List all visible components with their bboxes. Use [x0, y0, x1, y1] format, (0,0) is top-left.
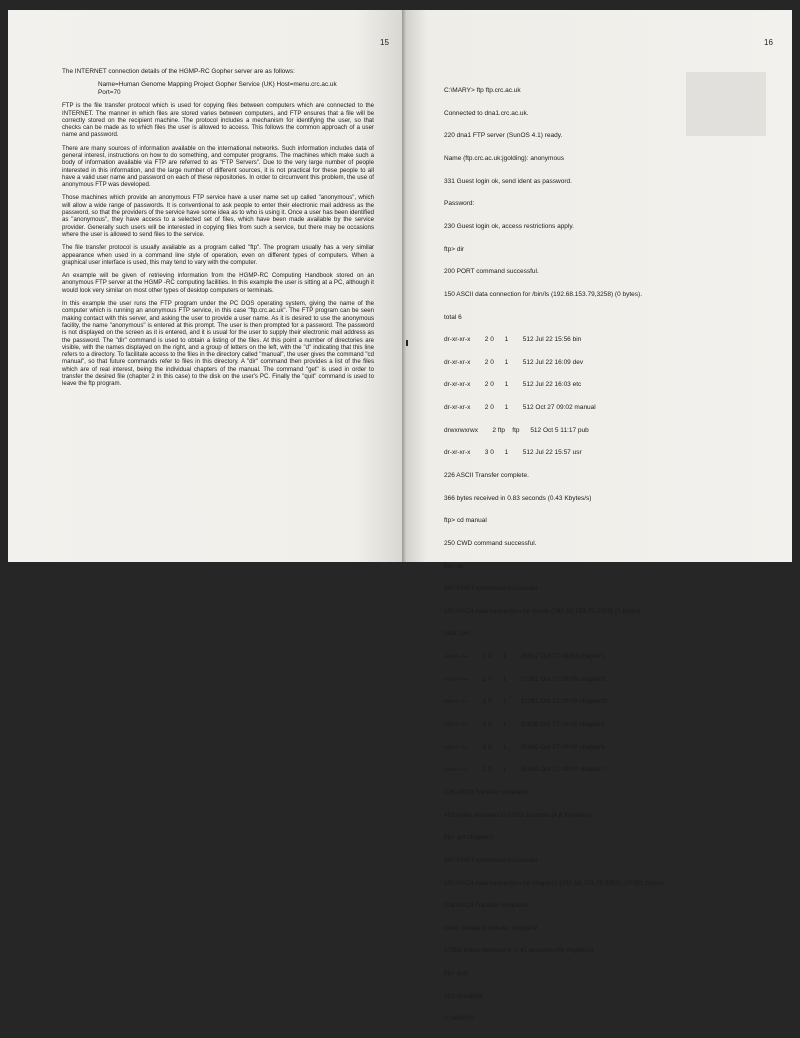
terminal-line: ftp> cd manual — [444, 517, 487, 525]
paragraph: FTP is the file transfer protocol which is used for copying files between computers which are connected to the INTERNET. The manner in which files are stored varies between computers, and FTP ensures that a file will be correctly stored on the recipient machine. The protocol includes a mechanism for identifying the user, so that checks can be made as to which files the user is allowed to access. This follows the common approach of a user name and password. — [62, 102, 374, 139]
terminal-line: 226 ASCII Transfer complete. — [444, 788, 529, 796]
terminal-line: C:\MARY> — [444, 1015, 475, 1023]
page-number: 16 — [764, 38, 773, 47]
booklet-spread — [8, 10, 792, 1023]
terminal-line: 150 ASCII data connection for /bin/ls (192.68.153.79,3259) (0 bytes). — [444, 607, 643, 615]
terminal-line: 150 ASCII data connection for chapter2 (192.68.153.79,3260) (27381 bytes). — [444, 879, 665, 887]
terminal-line: 226 ASCII Transfer complete. — [444, 902, 529, 910]
body-text — [62, 68, 374, 394]
terminal-line: -rw-r--r-- 1 0 1 27381 Oct 27 09:00 chapter2 — [444, 675, 605, 683]
paragraph: The file transfer protocol is usually available as a program called "ftp". The program usually has a very similar appearance when used in a command line style of operation, even on different types of computers. When a graphical user interface is used, this may tend to vary with the computer. — [62, 244, 374, 266]
terminal-line: 230 Guest login ok, access restrictions apply. — [444, 222, 574, 230]
connection-detail-line: Port=70 — [98, 88, 121, 96]
paragraph: There are many sources of information available on the international networks. Such information includes data of general interest, instructions on how to do something, and computer programs. The machines which make such a body of information available via FTP are referred to as "FTP Servers". Due to the very large number of people interested in this information, and the large number of different sources, it is not practical for these people to all have a valid user name and password on each of these repositories. In order to circumvent this problem, the use of anonymous FTP was developed. — [62, 144, 374, 189]
terminal-line: 150 ASCII data connection for /bin/ls (192.68.153.79,3258) (0 bytes). — [444, 290, 643, 298]
margin-mark — [406, 340, 408, 346]
terminal-line: -rw-r--r-- 1 0 1 35046 Oct 27 09:00 chapter7 — [444, 766, 605, 774]
terminal-line: Password: — [444, 200, 475, 208]
intro-paragraph: The INTERNET connection details of the HGMP-RC Gopher server are as follows: — [62, 68, 295, 75]
left-page — [8, 10, 404, 562]
terminal-line: ftp> dir — [444, 562, 465, 570]
terminal-line: total 154 — [444, 630, 469, 638]
connection-details — [62, 81, 374, 96]
terminal-line: 200 PORT command successful. — [444, 856, 539, 864]
terminal-line: 331 Guest login ok, send ident as password. — [444, 177, 572, 185]
terminal-line: dr-xr-xr-x 2 0 1 512 Jul 22 16:09 dev — [444, 358, 584, 366]
terminal-line: 226 ASCII Transfer complete. — [444, 471, 529, 479]
paragraph: Those machines which provide an anonymous FTP service have a user name set up called "anonymous", which will allow a wide range of passwords. It is conventional to ask people to enter their electronic mail address as the password, so that the providers of the service have some idea as to who is using it. Once a user has been identified as "anonymous", they have access to a selected set of files, which have been made available by the service provider. Generally such users will be interested in copying files from such a service, but there may be occasions where the user is allowed to send files to the service. — [62, 194, 374, 238]
terminal-line: -rw-r--r-- 1 0 1 17261 Oct 27 09:00 chapter3T — [444, 698, 609, 706]
terminal-line: C:\MARY> ftp ftp.crc.ac.uk — [444, 87, 521, 95]
terminal-line: -rw-r--r-- 1 0 1 29855 Oct 27 09:00 chapter6 — [444, 743, 605, 751]
terminal-line: dr-xr-xr-x 2 0 1 512 Jul 22 16:03 etc — [444, 381, 582, 389]
terminal-line: dr-xr-xr-x 3 0 1 512 Jul 22 15:57 usr — [444, 449, 582, 457]
terminal-line: 366 bytes received in 0.83 seconds (0.43 Kbytes/s) — [444, 494, 592, 502]
terminal-line: 200 PORT command successful. — [444, 585, 539, 593]
terminal-line: 221 Goodbye. — [444, 992, 485, 1000]
connection-detail-line: Name=Human Genome Mapping Project Gopher Service (UK) Host=menu.crc.ac.uk — [98, 81, 337, 89]
paragraph: In this example the user runs the FTP program under the PC DOS operating system, giving the name of the computer which is running an anonymous FTP service, in this case "ftp.crc.ac.uk". The FTP program can be seen making contact with this server, and asking the user to provide a user name. As it is desired to use the anonymous facility, the name "anonymous" is entered at this prompt. The user is then prompted for a password. The password is not displayed on the screen as it is entered, and it is usual for the user to supply their electronic mail address as the password. The "dir" command is used to obtain a listing of the files. At this point a number of directories are visible, with the names displayed on the right, and a group of letters on the left, with the "d" indicating that this line refers to a directory. To facilitate access to the files in the directory called "manual", the user gives the command "cd manual", so that future commands refer to files in this directory. A "dir" command then provides a list of the files which are of real interest, being the individual chapters of the manual. The command "get" is used in order to transfer the desired file (chapter 2 in this case) to the disk on the user's PC. Finally the "quit" command is used to leave the ftp program. — [62, 300, 374, 388]
terminal-line: -rw-r--r-- 1 0 1 28017 Oct 27 08:59 chapter1 — [444, 653, 605, 661]
terminal-line: Name (ftp.crc.ac.uk:jgolding): anonymous — [444, 155, 564, 163]
terminal-line: ftp> quit — [444, 970, 468, 978]
book-spine — [402, 10, 406, 562]
terminal-line: 250 CWD command successful. — [444, 539, 537, 547]
terminal-line: 27885 bytes received in 0.41 seconds (66 Kbytes/s) — [444, 947, 594, 955]
terminal-line: dr-xr-xr-x 2 0 1 512 Jul 22 15:56 bin — [444, 336, 582, 344]
terminal-line: ftp> get chapter2 — [444, 834, 493, 842]
terminal-line: Connected to dna1.crc.ac.uk. — [444, 109, 529, 117]
terminal-line: ftp> dir — [444, 245, 465, 253]
terminal-line: total 6 — [444, 313, 462, 321]
terminal-line: 220 dna1 FTP server (SunOS 4.1) ready. — [444, 132, 563, 140]
terminal-line: 459 bytes received in 0.093 seconds (4.8 Kbytes/s) — [444, 811, 592, 819]
terminal-line: drwxrwxrwx 2 ftp ftp 512 Oct 5 11:17 pub — [444, 426, 589, 434]
terminal-line: dr-xr-xr-x 2 0 1 512 Oct 27 09:02 manual — [444, 404, 596, 412]
page-number: 15 — [380, 38, 389, 47]
paragraph: An example will be given of retrieving information from the HGMP-RC Computing Handbook stored on an anonymous FTP server at the HGMP -RC computing facilities. In this example the user is sitting at a PC, although it would look very similar on most other types of desktop computers or terminals. — [62, 272, 374, 294]
terminal-line: -rw-r--r-- 1 0 1 10839 Oct 27 09:00 chapter5 — [444, 721, 605, 729]
terminal-line: 200 PORT command successful. — [444, 268, 539, 276]
right-page — [404, 10, 792, 1023]
terminal-transcript — [444, 72, 744, 1038]
terminal-line: local: chapter2 remote: chapter2 — [444, 924, 538, 932]
